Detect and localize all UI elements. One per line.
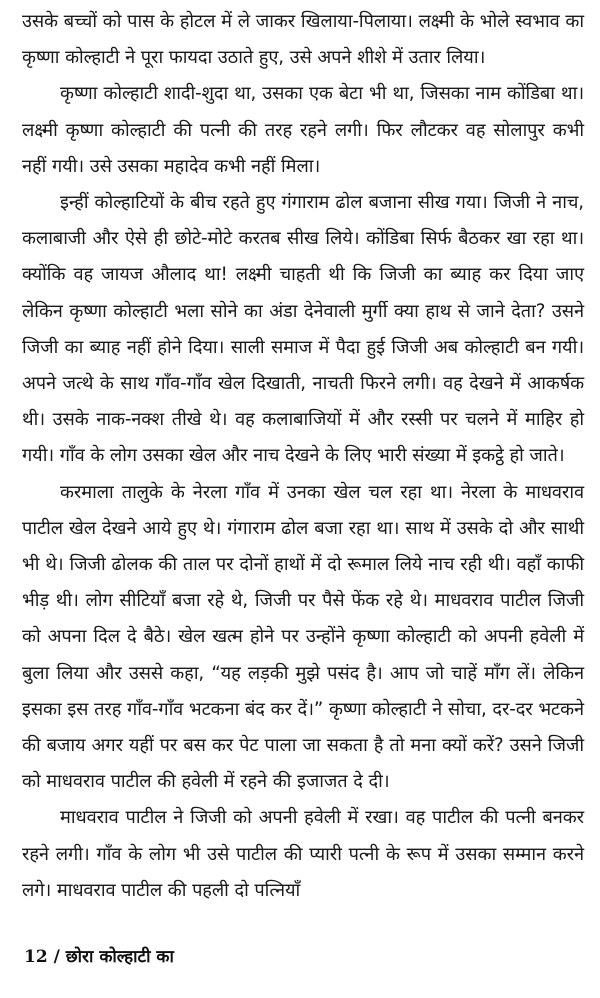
page-footer bbox=[24, 944, 174, 967]
paragraph-5: माधवराव पाटील ने जिजी को अपनी हवेली में रखा। वह पाटील की पत्नी बनकर रहने लगी। गाँव के लोग भी उसे पाटील की प्यारी पत्नी के रूप में उसका सम्मान करने लगे। माधवराव पाटील की पहली दो पत्नियाँ bbox=[22, 807, 584, 901]
footer-separator: / bbox=[47, 947, 66, 967]
paragraph-2: कृष्णा कोल्हाटी शादी-शुदा था, उसका एक बेटा भी था, जिसका नाम कोंडिबा था। लक्ष्मी कृष्णा कोल्हाटी की पत्नी की तरह रहने लगी। फिर लौटकर वह सोलापुर कभी नहीं गयी। उसे उसका महादेव कभी नहीं मिला। bbox=[22, 83, 584, 177]
document-page bbox=[22, 4, 584, 909]
book-title: छोरा कोल्हाटी का bbox=[65, 947, 174, 967]
paragraph-4: करमाला तालुके के नेरला गाँव में उनका खेल चल रहा था। नेरला के माधवराव पाटील खेल देखने आये हुए थे। गंगाराम ढोल बजा रहा था। साथ में उसके दो और साथी भी थे। जिजी ढोलक की ताल पर दोनों हाथों में दो रूमाल लिये नाच रही थी। वहाँ काफी भीड़ थी। लोग सीटियाँ बजा रहे थे, जिजी पर पैसे फेंक रहे थे। माधवराव पाटील जिजी को अपना दिल दे बैठे। खेल खत्म होने पर उन्होंने कृष्णा कोल्हाटी को अपनी हवेली में बुला लिया और उससे कहा, “यह लड़की मुझे पसंद है। आप जो चाहें माँग लें। लेकिन इसका इस तरह गाँव-गाँव भटकना बंद कर दें।” कृष्णा कोल्हाटी ने सोचा, दर-दर भटकने की बजाय अगर यहीं पर बस कर पेट पाला जा सकता है तो मना क्यों करें? उसने जिजी को माधवराव पाटील की हवेली में रहने की इजाजत दे दी। bbox=[22, 481, 584, 793]
paragraph-3: इन्हीं कोल्हाटियों के बीच रहते हुए गंगाराम ढोल बजाना सीख गया। जिजी ने नाच, कलाबाजी और ऐसे ही छोटे-मोटे करतब सीख लिये। कोंडिबा सिर्फ बैठकर खा रहा था। क्योंकि वह जायज औलाद था! लक्ष्मी चाहती थी कि जिजी का ब्याह कर दिया जाए लेकिन कृष्णा कोल्हाटी भला सोने का अंडा देनेवाली मुर्गी क्या हाथ से जाने देता? उसने जिजी का ब्याह नहीं होने दिया। साली समाज में पैदा हुई जिजी अब कोल्हाटी बन गयी। अपने जत्थे के साथ गाँव-गाँव खेल दिखाती, नाचती फिरने लगी। वह देखने में आकर्षक थी। उसके नाक-नक्श तीखे थे। वह कलाबाजियों में और रस्सी पर चलने में माहिर हो गयी। गाँव के लोग उसका खेल और नाच देखने के लिए भारी संख्या में इकट्ठे हो जाते। bbox=[22, 192, 584, 467]
page-number: 12 bbox=[24, 947, 48, 967]
paragraph-1: उसके बच्चों को पास के होटल में ले जाकर खिलाया-पिलाया। लक्ष्मी के भोले स्वभाव का कृष्णा कोल्हाटी ने पूरा फायदा उठाते हुए, उसे अपने शीशे में उतार लिया। bbox=[22, 11, 584, 69]
